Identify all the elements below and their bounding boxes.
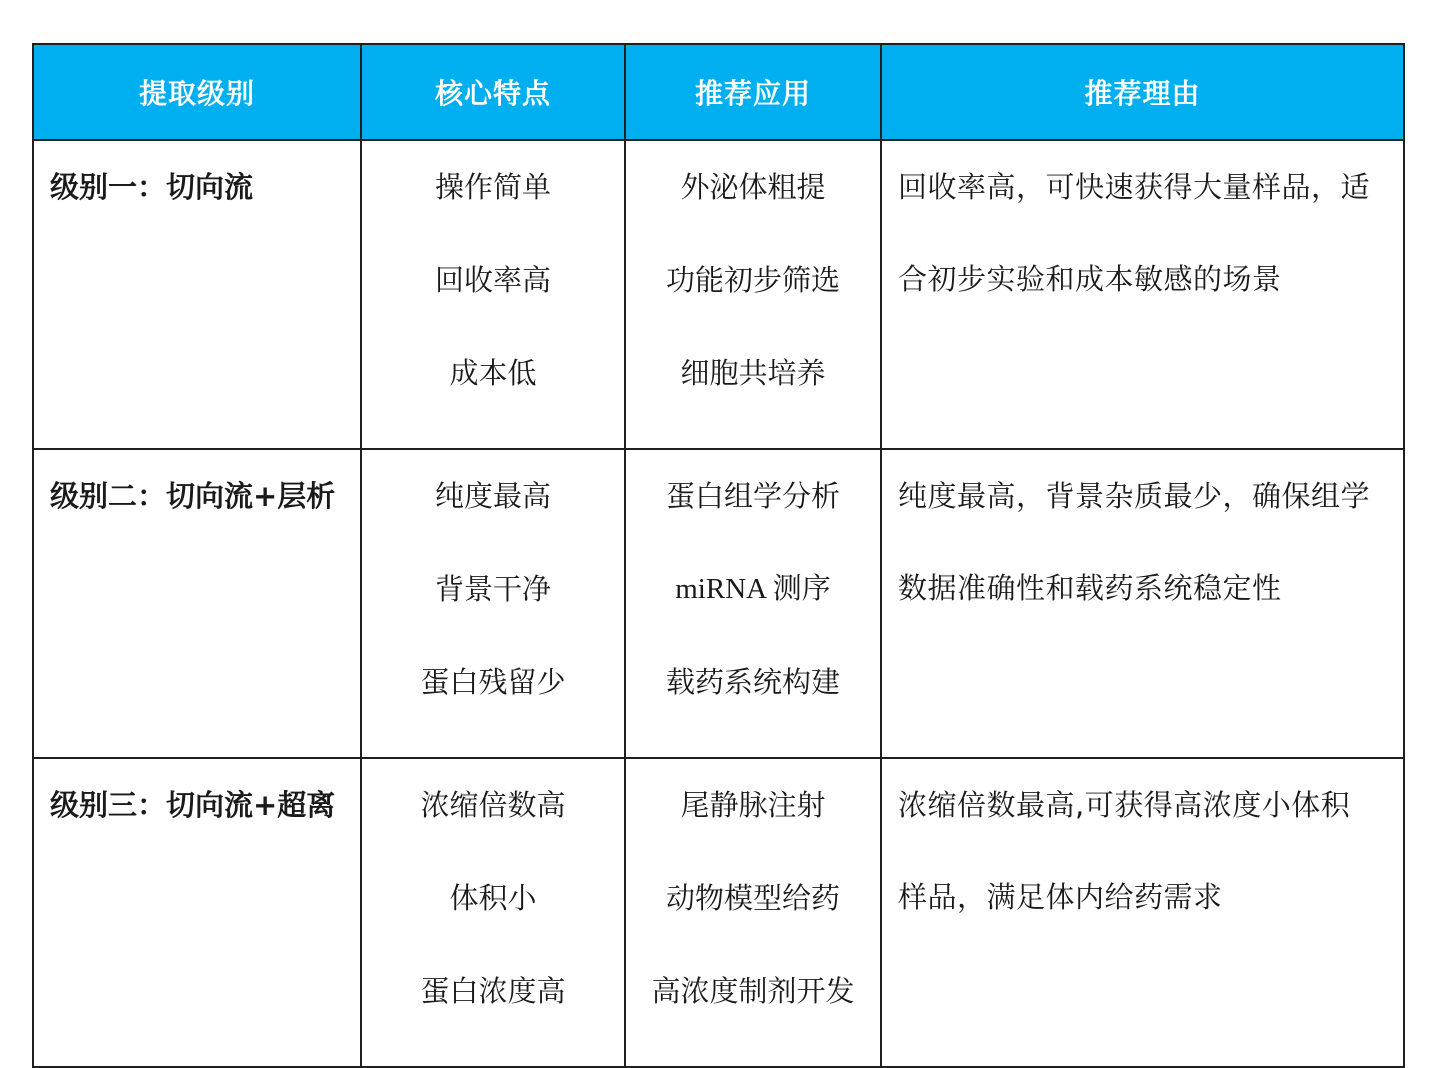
level-cell <box>33 140 361 449</box>
feature-item: 回收率高 <box>434 263 551 297</box>
table-body <box>33 140 1404 1067</box>
reason-line: 回收率高，可快速获得大量样品，适 <box>898 170 1371 204</box>
reason-line: 数据准确性和载药系统稳定性 <box>898 571 1282 605</box>
feature-item: 体积小 <box>449 881 537 915</box>
level-cell <box>33 449 361 758</box>
reason-line: 纯度最高，背景杂质最少，确保组学 <box>898 479 1371 513</box>
feature-item: 蛋白残留少 <box>420 665 566 699</box>
feature-item: 浓缩倍数高 <box>420 788 566 822</box>
feature-item: 操作简单 <box>434 170 551 204</box>
application-item: 蛋白组学分析 <box>665 479 840 513</box>
table-row <box>33 449 1404 758</box>
extraction-level-table <box>32 43 1405 1068</box>
reason-cell <box>881 449 1404 758</box>
table-header <box>33 44 1404 140</box>
table-row <box>33 758 1404 1067</box>
level-label: 级别三：切向流+超离 <box>50 788 336 822</box>
reason-line: 样品，满足体内给药需求 <box>898 880 1223 914</box>
header-features: 核心特点 <box>361 44 625 140</box>
level-label: 级别一：切向流 <box>50 170 254 204</box>
application-item: 外泌体粗提 <box>680 170 826 204</box>
applications-cell <box>625 758 881 1067</box>
reason-cell <box>881 758 1404 1067</box>
features-cell <box>361 758 625 1067</box>
application-item: miRNA 测序 <box>675 573 831 605</box>
table-row <box>33 140 1404 449</box>
application-item: 载药系统构建 <box>665 665 840 699</box>
applications-cell <box>625 140 881 449</box>
header-row <box>33 44 1404 140</box>
feature-item: 背景干净 <box>434 572 551 606</box>
application-item: 功能初步筛选 <box>665 263 840 297</box>
applications-cell <box>625 449 881 758</box>
feature-item: 纯度最高 <box>434 479 551 513</box>
application-item: 细胞共培养 <box>680 356 826 390</box>
application-item: 动物模型给药 <box>665 881 840 915</box>
header-applications: 推荐应用 <box>625 44 881 140</box>
feature-item: 成本低 <box>449 356 537 390</box>
header-level: 提取级别 <box>33 44 361 140</box>
application-item: 高浓度制剂开发 <box>651 974 855 1008</box>
features-cell <box>361 449 625 758</box>
features-cell <box>361 140 625 449</box>
level-label: 级别二：切向流+层析 <box>50 479 336 513</box>
reason-line: 浓缩倍数最高,可获得高浓度小体积 <box>898 788 1351 822</box>
level-cell <box>33 758 361 1067</box>
reason-cell <box>881 140 1404 449</box>
application-item: 尾静脉注射 <box>680 788 826 822</box>
header-reason: 推荐理由 <box>881 44 1404 140</box>
feature-item: 蛋白浓度高 <box>420 974 566 1008</box>
reason-line: 合初步实验和成本敏感的场景 <box>898 262 1282 296</box>
